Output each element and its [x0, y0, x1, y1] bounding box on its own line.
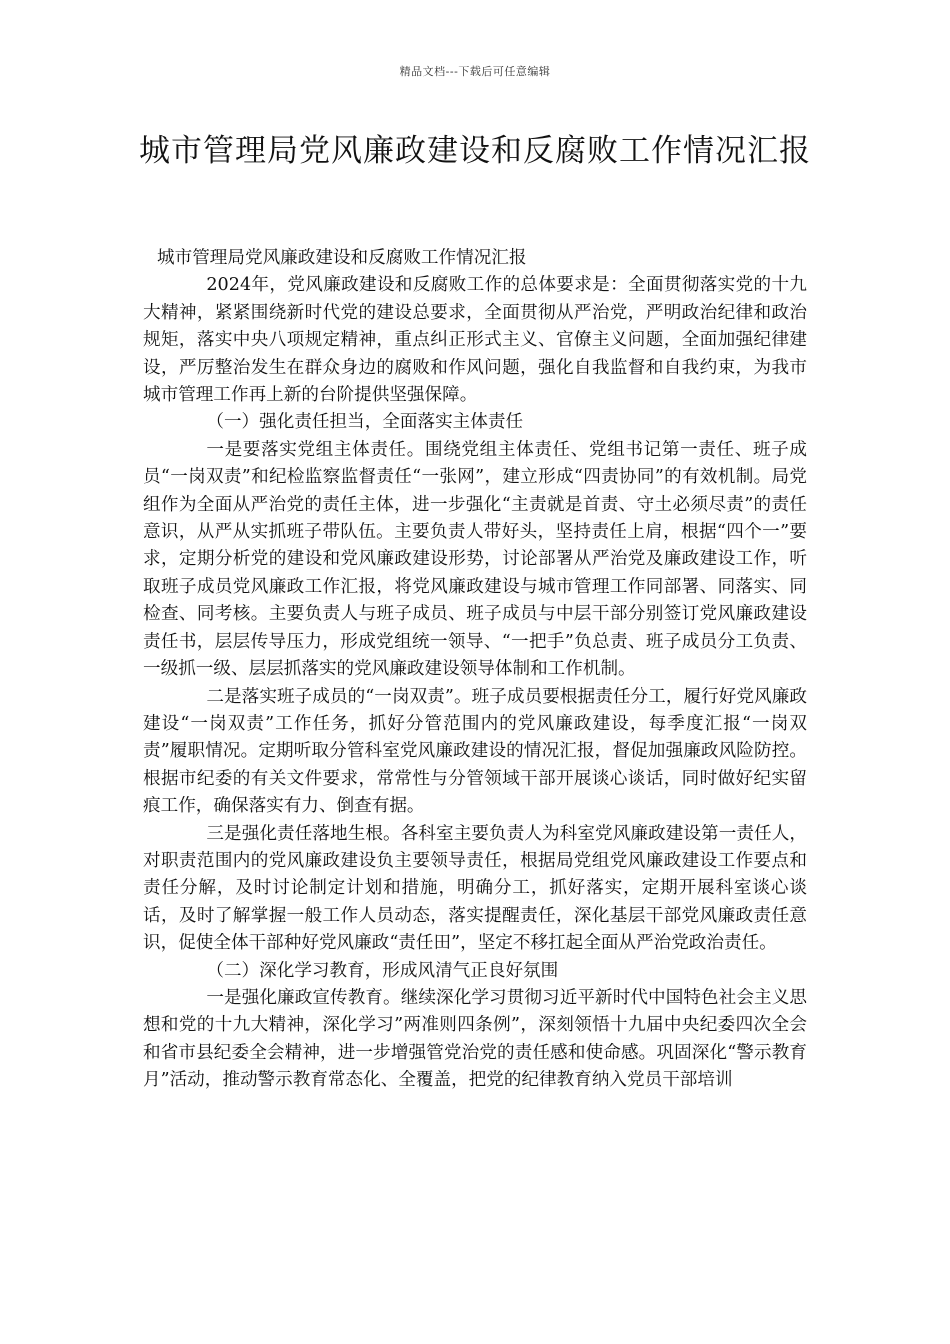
- paragraph: 三是强化责任落地生根。各科室主要负责人为科室党风廉政建设第一责任人，对职责范围内的党风廉政建设负主要领导责任，根据局党组党风廉政建设工作要点和责任分解，及时讨论制定计划和措施，明确分工，抓好落实，定期开展科室谈心谈话，及时了解掌握一般工作人员动态，落实提醒责任，深化基层干部党风廉政责任意识，促使全体干部种好党风廉政“责任田”，坚定不移扛起全面从严治党政治责任。: [143, 823, 807, 954]
- paragraph: 二是落实班子成员的“一岗双责”。班子成员要根据责任分工，履行好党风廉政建设“一岗双责”工作任务，抓好分管范围内的党风廉政建设，每季度汇报“一岗双责”履职情况。定期听取分管科室党风廉政建设的情况汇报，督促加强廉政风险防控。根据市纪委的有关文件要求，常常性与分管领域干部开展谈心谈话，同时做好纪实留痕工作，确保落实有力、倒查有据。: [143, 686, 807, 817]
- paragraph: 一是强化廉政宣传教育。继续深化学习贯彻习近平新时代中国特色社会主义思想和党的十九大精神，深化学习”两准则四条例”，深刻领悟十九届中央纪委四次全会和省市县纪委全会精神，进一步增强管党治党的责任感和使命感。巩固深化“警示教育月”活动，推动警示教育常态化、全覆盖，把党的纪律教育纳入党员干部培训: [143, 987, 807, 1091]
- section-heading: （一）强化责任担当，全面落实主体责任: [206, 412, 524, 433]
- paragraph: 2024年，党风廉政建设和反腐败工作的总体要求是：全面贯彻落实党的十九大精神，紧紧围绕新时代党的建设总要求，全面贯彻从严治党，严明政治纪律和政治规矩，落实中央八项规定精神，重点纠正形式主义、官僚主义问题，全面加强纪律建设，严厉整治发生在群众身边的腐败和作风问题，强化自我监督和自我约束，为我市城市管理工作再上新的台阶提供坚强保障。: [143, 275, 807, 406]
- section-heading: （二）深化学习教育，形成风清气正良好氛围: [206, 960, 559, 981]
- document-subtitle: 城市管理局党风廉政建设和反腐败工作情况汇报: [157, 248, 527, 268]
- document-body: [143, 245, 807, 1095]
- paragraph: 一是要落实党组主体责任。围绕党组主体责任、党组书记第一责任、班子成员“一岗双责”和纪检监察监督责任“一张网”，建立形成“四责协同”的有效机制。局党组作为全面从严治党的责任主体，进一步强化“主责就是首责、守土必须尽责”的责任意识，从严从实抓班子带队伍。主要负责人带好头，坚持责任上肩，根据“四个一”要求，定期分析党的建设和党风廉政建设形势，讨论部署从严治党及廉政建设工作，听取班子成员党风廉政工作汇报，将党风廉政建设与城市管理工作同部署、同落实、同检查、同考核。主要负责人与班子成员、班子成员与中层干部分别签订党风廉政建设责任书，层层传导压力，形成党组统一领导、“一把手”负总责、班子成员分工负责、一级抓一级、层层抓落实的党风廉政建设领导体制和工作机制。: [143, 439, 807, 680]
- document-title: 城市管理局党风廉政建设和反腐败工作情况汇报: [139, 133, 811, 169]
- header-note: 精品文档---下载后可任意编辑: [399, 65, 551, 78]
